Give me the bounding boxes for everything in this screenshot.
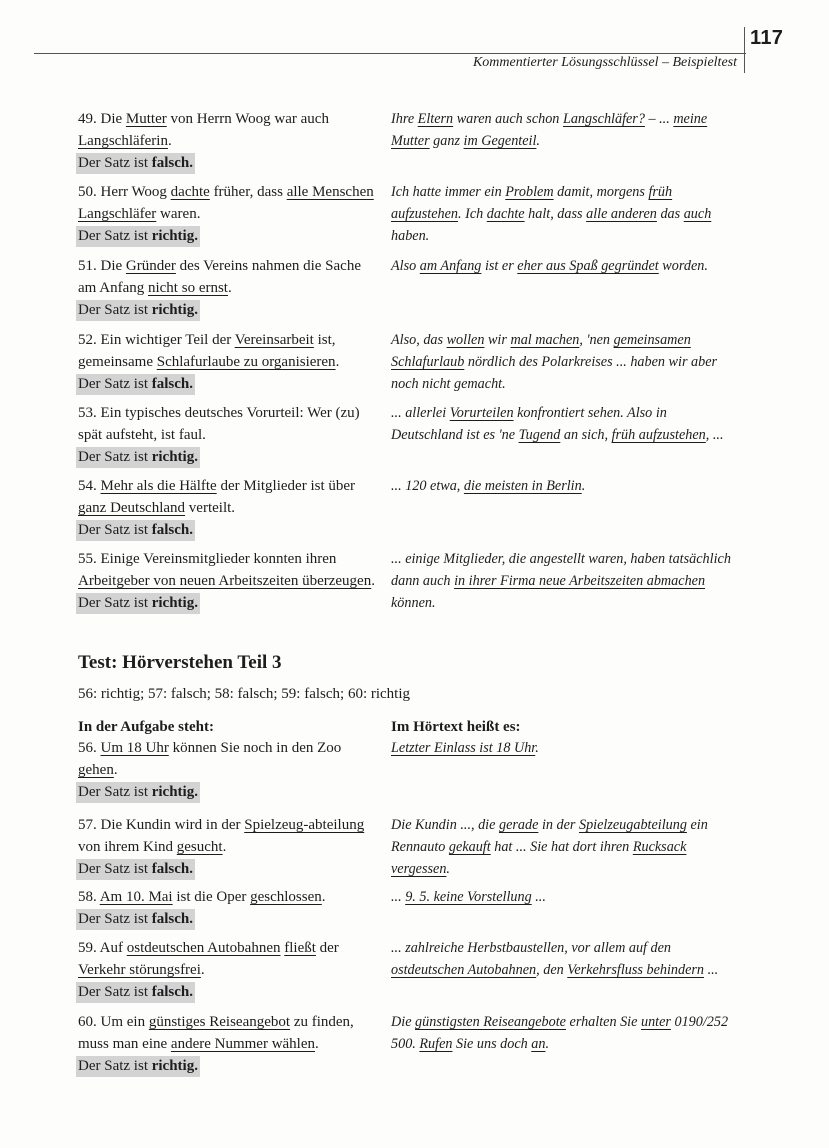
verdict-value: richtig. (151, 302, 198, 318)
verdict-prefix: Der Satz ist (78, 784, 152, 800)
transcript-quote (391, 402, 741, 446)
verdict-highlight (76, 300, 200, 321)
text-run: von Herrn Woog war auch (166, 111, 329, 127)
answer-key: 56: richtig; 57: falsch; 58: falsch; 59: falsch; 60: richtig (78, 686, 411, 702)
underlined-phrase: Mutter (125, 111, 167, 127)
verdict-highlight (76, 782, 200, 803)
text-run: ... (531, 889, 546, 905)
text-run: an sich, (560, 427, 612, 443)
underlined-phrase: Langschläferin (78, 133, 168, 149)
right-column-heading: Im Hörtext heißt es: (391, 719, 521, 735)
verdict-value: falsch. (151, 984, 193, 1000)
underlined-phrase: gesucht (176, 839, 223, 855)
underlined-phrase: die meisten in Berlin (463, 478, 582, 494)
text-run: . (321, 889, 326, 905)
underlined-phrase: alle Menschen Langschläfer (78, 184, 374, 222)
underlined-phrase: alle anderen (586, 206, 657, 222)
underlined-phrase: gerade (498, 817, 539, 833)
verdict-prefix: Der Satz ist (78, 861, 152, 877)
transcript-quote (391, 108, 741, 152)
transcript-quote (391, 937, 741, 981)
text-run: wir (484, 332, 511, 348)
text-run: ... zahlreiche Herbstbaustellen, vor allem auf den (391, 940, 672, 956)
task-statement (78, 402, 380, 468)
text-run: ist er (481, 258, 518, 274)
underlined-phrase: geschlossen (250, 889, 322, 905)
underlined-phrase: an (531, 1036, 546, 1052)
underlined-phrase: wollen (446, 332, 485, 348)
task-statement (78, 255, 380, 321)
text-run: ... (391, 889, 406, 905)
text-run: können Sie noch in den Zoo (168, 740, 342, 756)
text-run: in der (538, 817, 579, 833)
text-run: ... allerlei (391, 405, 450, 421)
verdict-prefix: Der Satz ist (78, 984, 152, 1000)
verdict-highlight (76, 447, 200, 468)
text-run: konfrontiert sehen. Also in Deutschland ist es 'ne (391, 405, 667, 443)
underlined-phrase: Problem (505, 184, 554, 200)
text-run: das (656, 206, 684, 222)
text-run: . Ich (458, 206, 487, 222)
task-statement (78, 737, 380, 803)
section-title: Test: Hörverstehen Teil 3 (78, 652, 282, 673)
verdict-value: richtig. (151, 449, 198, 465)
underlined-phrase: früh aufzustehen (391, 184, 673, 222)
text-run: 52. Ein wichtiger Teil der (78, 332, 235, 348)
verdict-prefix: Der Satz ist (78, 595, 152, 611)
transcript-quote (391, 1011, 741, 1055)
task-statement (78, 886, 380, 930)
text-run: – ... (644, 111, 674, 127)
text-run: des Vereins nahmen die Sache am Anfang (78, 258, 361, 296)
text-run: , ... (705, 427, 724, 443)
underlined-phrase: Langschläfer? (562, 111, 645, 127)
task-statement (78, 475, 380, 541)
text-run: 55. Einige Vereinsmitglieder konnten ihren (78, 551, 337, 567)
verdict-value: richtig. (151, 228, 198, 244)
underlined-phrase: meine Mutter (391, 111, 708, 149)
underlined-phrase: Arbeitgeber von neuen Arbeitszeiten überzeugen (78, 573, 372, 589)
running-header-title: Kommentierter Lösungsschlüssel – Beispieltest (472, 55, 737, 70)
transcript-quote (391, 329, 741, 395)
underlined-phrase: günstigsten Reiseangebote (415, 1014, 566, 1030)
text-run: . (227, 280, 232, 296)
verdict-prefix: Der Satz ist (78, 911, 152, 927)
verdict-highlight (76, 909, 195, 930)
text-run: 60. Um ein (78, 1014, 149, 1030)
underlined-phrase: andere Nummer wählen (170, 1036, 316, 1052)
verdict-prefix: Der Satz ist (78, 1058, 152, 1074)
text-run: waren auch schon (453, 111, 563, 127)
underlined-phrase: Vereinsarbeit (234, 332, 314, 348)
underlined-phrase: Vorurteilen (449, 405, 514, 421)
text-run: ... (704, 962, 719, 978)
task-statement (78, 181, 380, 247)
transcript-quote (391, 737, 741, 759)
verdict-prefix: Der Satz ist (78, 155, 152, 171)
verdict-prefix: Der Satz ist (78, 376, 152, 392)
text-run: haben. (391, 228, 430, 244)
text-run: halt, dass (524, 206, 587, 222)
underlined-phrase: fließt (284, 940, 316, 956)
text-run: . (167, 133, 172, 149)
verdict-highlight (76, 859, 195, 880)
underlined-phrase: gemeinsamen Schlafurlaub (391, 332, 691, 370)
transcript-quote (391, 548, 741, 614)
verdict-prefix: Der Satz ist (78, 302, 152, 318)
task-statement (78, 548, 380, 614)
transcript-quote (391, 475, 741, 497)
text-run: 54. (78, 478, 101, 494)
text-run: 56. (78, 740, 101, 756)
text-run: erhalten Sie (565, 1014, 641, 1030)
text-run: waren. (156, 206, 201, 222)
text-run: . (315, 1036, 319, 1052)
underlined-phrase: Tugend (518, 427, 561, 443)
underlined-phrase: nicht so ernst (147, 280, 228, 296)
text-run: Die Kundin ..., die (391, 817, 499, 833)
task-statement (78, 937, 380, 1003)
underlined-phrase: Verkehr störungsfrei (78, 962, 201, 978)
transcript-quote (391, 181, 741, 247)
verdict-value: falsch. (151, 155, 193, 171)
text-run: . (446, 861, 450, 877)
underlined-phrase: günstiges Reiseangebot (148, 1014, 291, 1030)
text-run: verteilt. (185, 500, 236, 516)
underlined-phrase: Schlafurlaube zu organisieren (156, 354, 336, 370)
text-run: . (581, 478, 586, 494)
text-run: 50. Herr Woog (78, 184, 171, 200)
verdict-value: falsch. (151, 522, 193, 538)
text-run: der (315, 940, 339, 956)
text-run: 53. Ein typisches deutsches Vorurteil: Wer (zu) spät aufsteht, ist faul. (78, 405, 360, 443)
underlined-phrase: auch (683, 206, 712, 222)
underlined-phrase: Eltern (417, 111, 454, 127)
underlined-phrase: Gründer (125, 258, 176, 274)
underlined-phrase: Spielzeugabteilung (578, 817, 687, 833)
text-run: hat ... Sie hat dort ihren (490, 839, 633, 855)
text-run: der Mitglieder ist über (216, 478, 356, 494)
verdict-highlight (76, 982, 195, 1003)
text-run: . (222, 839, 227, 855)
verdict-highlight (76, 520, 195, 541)
text-run: ganz (429, 133, 464, 149)
verdict-highlight (76, 1056, 200, 1077)
text-run: Ich hatte immer ein (391, 184, 506, 200)
text-run: 0190/252 500. (391, 1014, 729, 1052)
verdict-highlight (76, 374, 195, 395)
verdict-value: falsch. (151, 861, 193, 877)
verdict-value: falsch. (151, 911, 193, 927)
text-run: . (335, 354, 340, 370)
text-run: damit, morgens (553, 184, 649, 200)
text-run: , 'nen (579, 332, 614, 348)
text-run: . (200, 962, 205, 978)
underlined-phrase: ganz Deutschland (78, 500, 186, 516)
verdict-value: richtig. (151, 595, 198, 611)
text-run: nördlich des Polarkreises ... haben wir aber noch nicht gemacht. (391, 354, 718, 392)
underlined-phrase: gekauft (448, 839, 491, 855)
task-statement (78, 108, 380, 174)
underlined-phrase: unter (640, 1014, 671, 1030)
underlined-phrase: ostdeutschen Autobahnen (126, 940, 281, 956)
verdict-prefix: Der Satz ist (78, 449, 152, 465)
text-run: 58. (78, 889, 100, 905)
text-run: . (535, 740, 539, 756)
text-run: 59. Auf (78, 940, 127, 956)
text-run: 49. Die (78, 111, 126, 127)
task-statement (78, 814, 380, 880)
underlined-phrase: früh aufzustehen (611, 427, 706, 443)
task-statement (78, 329, 380, 395)
text-run: Ihre (391, 111, 418, 127)
transcript-quote (391, 255, 741, 277)
underlined-phrase: Am 10. Mai (99, 889, 173, 905)
text-run: 51. Die (78, 258, 126, 274)
underlined-phrase: Letzter Einlass ist 18 Uhr (391, 740, 536, 756)
text-run: Die (391, 1014, 416, 1030)
header-vertical-rule (744, 27, 745, 73)
text-run: Sie uns doch (452, 1036, 532, 1052)
text-run: können. (391, 595, 436, 611)
verdict-highlight (76, 226, 200, 247)
text-run: ist, gemeinsame (78, 332, 336, 370)
text-run: Also, das (391, 332, 447, 348)
text-run: ... einige Mitglieder, die angestellt waren, haben tatsächlich dann auch (391, 551, 731, 589)
verdict-prefix: Der Satz ist (78, 228, 152, 244)
underlined-phrase: Rucksack vergessen (391, 839, 687, 877)
underlined-phrase: Mehr als die Hälfte (100, 478, 217, 494)
text-run: worden. (658, 258, 708, 274)
text-run: . (536, 133, 540, 149)
page-number: 117 (750, 27, 784, 49)
underlined-phrase: Rufen (419, 1036, 453, 1052)
verdict-highlight (76, 153, 195, 174)
underlined-phrase: gehen (78, 762, 114, 778)
text-run: früher, dass (209, 184, 287, 200)
text-run: . (113, 762, 118, 778)
underlined-phrase: Um 18 Uhr (100, 740, 169, 756)
text-run: . (545, 1036, 550, 1052)
text-run: , den (536, 962, 568, 978)
text-run: 57. Die Kundin wird in der (78, 817, 245, 833)
verdict-prefix: Der Satz ist (78, 522, 152, 538)
task-statement (78, 1011, 380, 1077)
underlined-phrase: Verkehrsfluss behindern (567, 962, 705, 978)
text-run: Also (391, 258, 420, 274)
left-column-heading: In der Aufgabe steht: (78, 719, 214, 735)
header-rule (34, 53, 746, 54)
underlined-phrase: ostdeutschen Autobahnen (391, 962, 537, 978)
underlined-phrase: dachte (170, 184, 210, 200)
underlined-phrase: am Anfang (419, 258, 482, 274)
text-run: ... 120 etwa, (391, 478, 464, 494)
transcript-quote (391, 886, 741, 908)
text-run: von ihrem Kind (78, 839, 177, 855)
verdict-value: richtig. (151, 784, 198, 800)
verdict-value: richtig. (151, 1058, 198, 1074)
underlined-phrase: eher aus Spaß gegründet (517, 258, 659, 274)
underlined-phrase: in ihrer Firma neue Arbeitszeiten abmachen (454, 573, 706, 589)
transcript-quote (391, 814, 741, 880)
underlined-phrase: dachte (486, 206, 525, 222)
underlined-phrase: mal machen (510, 332, 580, 348)
verdict-value: falsch. (151, 376, 193, 392)
underlined-phrase: im Gegenteil (463, 133, 537, 149)
text-run: . (371, 573, 375, 589)
verdict-highlight (76, 593, 200, 614)
underlined-phrase: 9. 5. keine Vorstellung (405, 889, 532, 905)
text-run: ist die Oper (172, 889, 251, 905)
underlined-phrase: Spielzeug-abteilung (244, 817, 365, 833)
text-run: ein Rennauto (391, 817, 708, 855)
text-run: zu finden, muss man eine (78, 1014, 354, 1052)
